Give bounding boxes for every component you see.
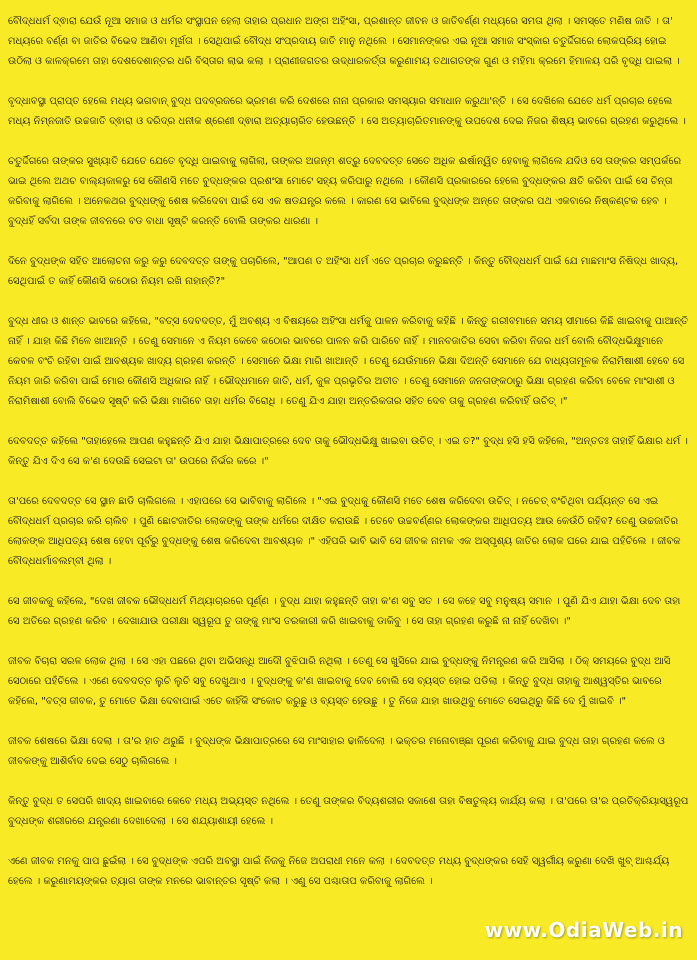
paragraph-2: ବୃଦ୍ଧାବସ୍ଥା ପ୍ରାପ୍ତ ହେଲେ ମଧ୍ୟ ଭଗବାନ୍ ବୁଦ୍ଧ ପଦବ୍ରଜରେ ଭ୍ରମଣ କରି ଦେଶରେ ନାନା ପ୍ରକାର ସମସ୍ୟାର ସମାଧାନ କରୁଥା'ନ୍ତି । ସେ ଦେଖିଲେ ଯେତେ ଧର୍ମ ପ୍ରଚାର ହେଲେ ମଧ୍ୟ ନିମ୍ନଜାତି ଉଚ୍ଚଜାତି ଦ୍ଵାରା ଓ ଦରିଦ୍ର ଧନୀକ ଶ୍ରେଣୀ ଦ୍ଵାରା ଅତ୍ୟାଚାରିତ ହେଉଛନ୍ତି । ସେ ଅତ୍ୟାଚାରିତମାନଙ୍କୁ ଉପଦେଶ ଦେଇ ନିଜର ଶିଷ୍ୟ ଭାବରେ ଗ୍ରହଣ କରୁଥିଲେ । [8, 96, 686, 127]
paragraph-3: ଚତୁର୍ଦ୍ଦିଗରେ ତାଙ୍କର ସୁଖ୍ୟାତି ଯେତେ ଯେତେ ବୃଦ୍ଧି ପାଇବାକୁ ଲାଗିଲା, ତାଙ୍କର ଅଜନ୍ମ ଶତ୍ରୁ ଦେବଦତ୍ତ ସେତେ ଅଧିକ ଈର୍ଷାନ୍ୱିତ ହେବାକୁ ଲାଗିଲେ ଯଦିଓ ସେ ତାଙ୍କର ସମ୍ପର୍କରେ ଭାଇ ଥିଲେ ଅଥଚ ବାଲ୍ୟକାଳରୁ ସେ କୌଣସି ମତେ ବୁଦ୍ଧଙ୍କର ପ୍ରଶଂସା ମୋଟେ ସହ୍ୟ କରିପାରୁ ନଥିଲେ । କୌଣସି ପ୍ରକାରରେ ହେଲେ ବୁଦ୍ଧଙ୍କର କ୍ଷତି କରିବା ପାଇଁ ସେ ଚିନ୍ତା କରିବାକୁ ଲାଗିଲେ । ଅନେକଥର ବୁଦ୍ଧଙ୍କୁ ଶେଷ କରିଦେବା ପାଇଁ ସେ ଏକ ଷଡଯନ୍ତ୍ର କଲେ । କାରଣ ସେ ଭାବିଲେ ବୁଦ୍ଧଙ୍କ ଅନ୍ତେ ତାଙ୍କର ପଥ ଏକବାରେ ନିଷ୍କଣ୍ଟକ ହେବ । ବୁଦ୍ଧହିଁ ସର୍ବଦା ତାଙ୍କ ଜୀବନରେ ବଡ ବାଧା ସୃଷ୍ଟି କରନ୍ତି ବୋଲି ତାଙ୍କର ଧାରଣା । [8, 156, 682, 227]
paragraph-8: ସେ ଜୀବକକୁ କହିଲେ, "ଦେଖ ଜୀବକ ଭୌଦ୍ଧଧର୍ମ ମିଥ୍ୟାଚାରରେ ପୂର୍ଣ୍ଣ । ବୁଦ୍ଧ ଯାହା କହୁଛନ୍ତି ତାହା କ'ଣ ସବୁ ସତ । ସେ କହେ ସବୁ ମନୁଷ୍ୟ ସମାନ । ପୁଣି ଯିଏ ଯାହା ଭିକ୍ଷା ଦେବ ତାହା ସେ ଅତିରେ ଗ୍ରହଣ କରିବ । ଦେଖାଯାଉ ପରୀକ୍ଷା ସ୍ୱରୂପ ତୁ ତାଙ୍କୁ ମାଂସ ତରକାରୀ କରି ଖାଇବାକୁ ଡାକିବୁ । ସେ ତାହା ଗ୍ରହଣ କରୁଛି ନା ନାହିଁ ଦେଖିବା ।" [8, 596, 681, 627]
paragraph-10: ଜୀବକ ଶେଷରେ ଭିକ୍ଷା ଦେଲା । ତା'ର ହାତ ଥରୁଛି । ବୁଦ୍ଧଙ୍କ ଭିକ୍ଷାପାତ୍ରରେ ସେ ମାଂସାହାର ଢାଳିଦେଲା । ଭକ୍ତର ମନୋବାଞ୍ଛା ପୂରଣ କରିବାକୁ ଯାଇ ବୁଦ୍ଧ ତାହା ଗ୍ରହଣ କଲେ ଓ ଜୀବକଙ୍କୁ ଆଶିର୍ବାଦ ଦେଇ ସେଠୁ ଚାଲିଗଲେ । [8, 736, 665, 767]
paragraph-6: ଦେବଦତ୍ତ କହିଲେ "ତାହାହେଲେ ଆପଣ କହୁଛନ୍ତି ଯିଏ ଯାହା ଭିକ୍ଷାପାତ୍ରରେ ଦେବ ତାକୁ ଭୌଦ୍ଧଭିକ୍ଷୁ ଖାଇବା ଉଚିତ୍ । ଏଇ ତ?" ବୁଦ୍ଧ ହସି ହସି କହିଲେ, "ଅନ୍ତତଃ ତାହାହିଁ ଭିକ୍ଷାର ଧର୍ମ । କିନ୍ତୁ ଯିଏ ଦିଏ ସେ କ'ଣ ଦେଉଛି ସେଇଟା ତା' ଉପରେ ନିର୍ଭର କରେ ।" [8, 436, 688, 467]
paragraph-4: ଦିନେ ବୁଦ୍ଧଙ୍କ ସହିତ ଆଲୋଚନା କରୁ କରୁ ଦେବଦତ୍ତ ତାଙ୍କୁ ପଚାରିଲେ, "ଆପଣ ତ ଅହିଂସା ଧର୍ମ ଏତେ ପ୍ରଚାର କରୁଛନ୍ତି । କିନ୍ତୁ ବୌଦ୍ଧଧର୍ମ ପାଇଁ ଯେ ମାଛମାଂସ ନିଷିଦ୍ଧ ଖାଦ୍ୟ, ସେଥିପାଇଁ ତ କାହିଁ କୌଣସି କଠୋର ନିୟମ ରଖି ନାହାନ୍ତି?" [8, 256, 679, 287]
paragraph-7: ତା'ପରେ ଦେବଦତ୍ତ ସେ ସ୍ଥାନ ଛାଡି ଚାଲିଗଲେ । ଏହାପରେ ସେ ଭାବିବାକୁ ଲାଗିଲେ । "ଏଇ ବୁଦ୍ଧକୁ କୌଣସି ମତେ ଶେଷ କରିଦେବା ଉଚିତ୍ । ନଚେତ୍ ବଂଚିଥିବା ପର୍ଯ୍ୟନ୍ତ ସେ ଏଇ ବୌଦ୍ଧଧର୍ମ ପ୍ରଚାର କରି ଚାଲିବ । ପୁଣି ଛୋଟଜାତିର ଲୋକଙ୍କୁ ତାଙ୍କ ଧର୍ମରେ ଦୀକ୍ଷିତ କରାଉଛି । ତେବେ ଉଚ୍ଚବର୍ଣ୍ଣର ଲୋକଙ୍କର ଆଧିପତ୍ୟ ଆଉ କେଉଁଠି ରହିବ? ତେଣୁ ଉଚ୍ଚଜାତିର ଲୋକଙ୍କ ଆଧିପତ୍ୟ ଶେଷ ହେବା ପୂର୍ବରୁ ବୁଦ୍ଧଙ୍କୁ ଶେଷ କରିଦେବା ଆବଶ୍ୟକ ।" ଏହିପରି ଭାବି ଭାବି ସେ ଜୀବକ ନାମକ ଏକ ଅସ୍ପୃଶ୍ୟ ଜାତିର ଲୋକ ଘରେ ଯାଇ ପହଁଚିଲେ । ଜୀବକ ବୌଦ୍ଧଧର୍ମାବଲମ୍ବୀ ଥିଲା । [8, 496, 681, 567]
paragraph-1: ବୌଦ୍ଧଧର୍ମ ଦ୍ଵାରା ଯେଉଁ ନୂଆ ସମାଜ ଓ ଧର୍ମର ସଂସ୍ଥାପନ ହେଲା ତାହାର ପ୍ରଧାନ ଅଙ୍ଗ ଅହିଂସା, ପ୍ରଶାନ୍ତ ଜୀବନ ଓ ଜାତିବର୍ଣ୍ଣ ମଧ୍ୟରେ ସମତା ଥିଲା । ସମସ୍ତେ ମଣିଷ ଜାତି । ତା' ମଧ୍ୟରେ ବର୍ଣ୍ଣ ବା ଜାତିର ବିଭେଦ ଆଣିବା ମୂର୍ଖତା । ସେଥିପାଇଁ ବୌଦ୍ଧ ସଂପ୍ରଦାୟ ଜାତି ମାନୁ ନଥିଲେ । ସେମାନଙ୍କର ଏଇ ନୂଆ ସମାଜ ସଂସ୍କାର ଚତୁର୍ଦ୍ଦିଗରେ ଲୋକପ୍ରିୟ ହୋଇ ଉଠିଲା ଓ କାଳକ୍ରମେ ତାହା ଦେଶଦେଶାନ୍ତର ଧରି ବିସ୍ତାର ଲାଭ କଲା । ପ୍ରାଣୀଜଗତର ଉଦ୍ଧାରକର୍ତ୍ତା କରୁଣାମୟ ତଥାଗତଙ୍କ ଗୁଣ ଓ ମହିମା କ୍ରମେ ହିମାଳୟ ପରି ବୃଦ୍ଧି ପାଇଲା । [8, 16, 680, 67]
paragraph-12: ଏଣେ ଜୀବକ ମନକୁ ପାପ ଛୁଇଁଲା । ସେ ବୁଦ୍ଧଙ୍କ ଏପରି ଅବସ୍ଥା ପାଇଁ ନିଜକୁ ନିଜେ ଅପରାଧୀ ମନେ କଲା । ଦେବଦତ୍ତ ମଧ୍ୟ ବୁଦ୍ଧଙ୍କର ସେହି ସ୍ୱର୍ଗୀୟ କରୁଣା ଦେଖି ଖୁବ୍ ଆଶ୍ଚର୍ଯ୍ୟ ହେଲେ । କରୁଣାମୟଙ୍କର ତ୍ୟାଗ ତାଙ୍କ ମନରେ ଭାବାନ୍ତର ସୃଷ୍ଟି କଲା । ଏଣୁ ସେ ପଶ୍ଚାତାପ କରିବାକୁ ଲାଗିଲେ । [8, 856, 670, 887]
paragraph-5: ବୁଦ୍ଧ ଧୀର ଓ ଶାନ୍ତ ଭାବରେ କହିଲେ, "ବତ୍ସ ଦେବଦତ୍ତ, ମୁଁ ଅବଶ୍ୟ ଏ ବିଷୟରେ ଅହିଂସା ଧର୍ମକୁ ପାଳନ କରିବାକୁ କହିଛି । କିନ୍ତୁ ଗରୀବମାନେ ସମୟ ସୀମାରେ କିଛି ଖାଇବାକୁ ପାଆନ୍ତି ନାହିଁ । ଯାହା କିଛି ମିଳେ ଖାଆନ୍ତି । ତେଣୁ ସେମାନେ ଏ ନିୟମ କେବେ କଠୋର ଭାବରେ ପାଳନ କରି ପାରିବେ ନାହିଁ । ମାନବଜାତିର ସେବା କରିବା ନିଜର ଧର୍ମ ବୋଲି ବୌଦ୍ଧଭିକ୍ଷୁମାନେ କେବଳ ବଂଚି ରହିବା ପାଇଁ ଆବଶ୍ୟକ ଖାଦ୍ୟ ଗ୍ରହଣ କରନ୍ତି । ସେମାନେ ଭିକ୍ଷା ମାଗି ଖାଆନ୍ତି । ତେଣୁ ଯେଉଁମାନେ ଭିକ୍ଷା ଦିଅନ୍ତି ସେମାନେ ଯେ ବାଧ୍ୟତାମୂଳକ ନିରାମିଷାଶୀ ହେବେ ସେ ନିୟମ ଜାରି କରିବା ପାଇଁ ମୋର କୌଣସି ଅଧିକାର ନାହିଁ । ଭୌଦ୍ଧମାନେ ଜାତି, ଧର୍ମ, କୁଳ ପ୍ରଭୃତିର ଅତୀତ । ତେଣୁ ସେମାନେ ଜନତାଙ୍କଠାରୁ ଭିକ୍ଷା ଗ୍ରହଣ କରିବା ବେଳେ ମାଂସାଶୀ ଓ ନିରାମିଷାଶୀ ବୋଲି ବିଭେଦ ସୃଷ୍ଟି କରି ଭିକ୍ଷା ମାଗିବେ ତାହା ଧର୍ମର ବିରୋଧି । ତେଣୁ ଯିଏ ଯାହା ଅନ୍ତରିକତାର ସହିତ ଦେବ ତାକୁ ଗ୍ରହଣ କରିବାହିଁ ଉଚିତ୍ ।" [8, 316, 689, 407]
paragraph-9: ଜୀବକ ବିଚାରା ସରଳ ଲୋକ ଥିଲା । ସେ ଏହା ପଛରେ ଥିବା ଅଭିସନ୍ଧି ଆଦୌ ବୁଝିପାରି ନଥିଲା । ତେଣୁ ସେ ଖୁସିରେ ଯାଇ ବୁଦ୍ଧଙ୍କୁ ନିମନ୍ତ୍ରଣ କରି ଆସିଲା । ଠିକ୍ ସମୟରେ ବୁଦ୍ଧ ଆସି ସେଠାରେ ପହଁଚିଲେ । ଏଣେ ଦେବଦତ୍ତ ଲୁଚି ଲୁଚି ସବୁ ଦେଖୁଥାଏ । ବୁଦ୍ଧଙ୍କୁ କ'ଣ ଖାଇବାକୁ ଦେବ ବୋଲି ସେ ବ୍ୟସ୍ତ ହୋଇ ପଡିଲା । କିନ୍ତୁ ବୁଦ୍ଧ ତାହାକୁ ଆଶ୍ୱସ୍ତିର ଭାବରେ କହିଲେ, "ବତ୍ସ ଜୀବକ, ତୁ ମୋତେ ଭିକ୍ଷା ଦେବାପାଇଁ ଏତେ କାହିଁକି ସଂକୋଚ କରୁଛୁ ଓ ବ୍ୟସ୍ତ ହେଉଛୁ । ତୁ ନିଜେ ଯାହା ଖାଉଥିବୁ ମୋତେ ସେଇଥିରୁ କିଛି ଦେ ମୁଁ ଖାଇବି ।" [8, 656, 671, 707]
paragraph-11: କିନ୍ତୁ ବୁଦ୍ଧ ତ ସେପରି ଖାଦ୍ୟ ଖାଇବାରେ କେବେ ମଧ୍ୟ ଅଭ୍ୟସ୍ତ ନଥିଲେ । ତେଣୁ ତାଙ୍କର ବିଦ୍ୟଶରୀର ସକାଶେ ତାହା ବିଷତୁଲ୍ୟ କାର୍ଯ୍ୟ କଲା । ତା'ପରେ ତା'ର ପ୍ରତିକ୍ରିୟାସ୍ୱରୂପ ବୁଦ୍ଧଙ୍କ ଶରୀରରେ ଯନ୍ତ୍ରଣା ଦେଖାଦେଲା । ସେ ଶଯ୍ୟାଶାୟୀ ହେଲେ । [8, 796, 689, 827]
site-watermark: www.OdiaWeb.in [484, 918, 683, 942]
